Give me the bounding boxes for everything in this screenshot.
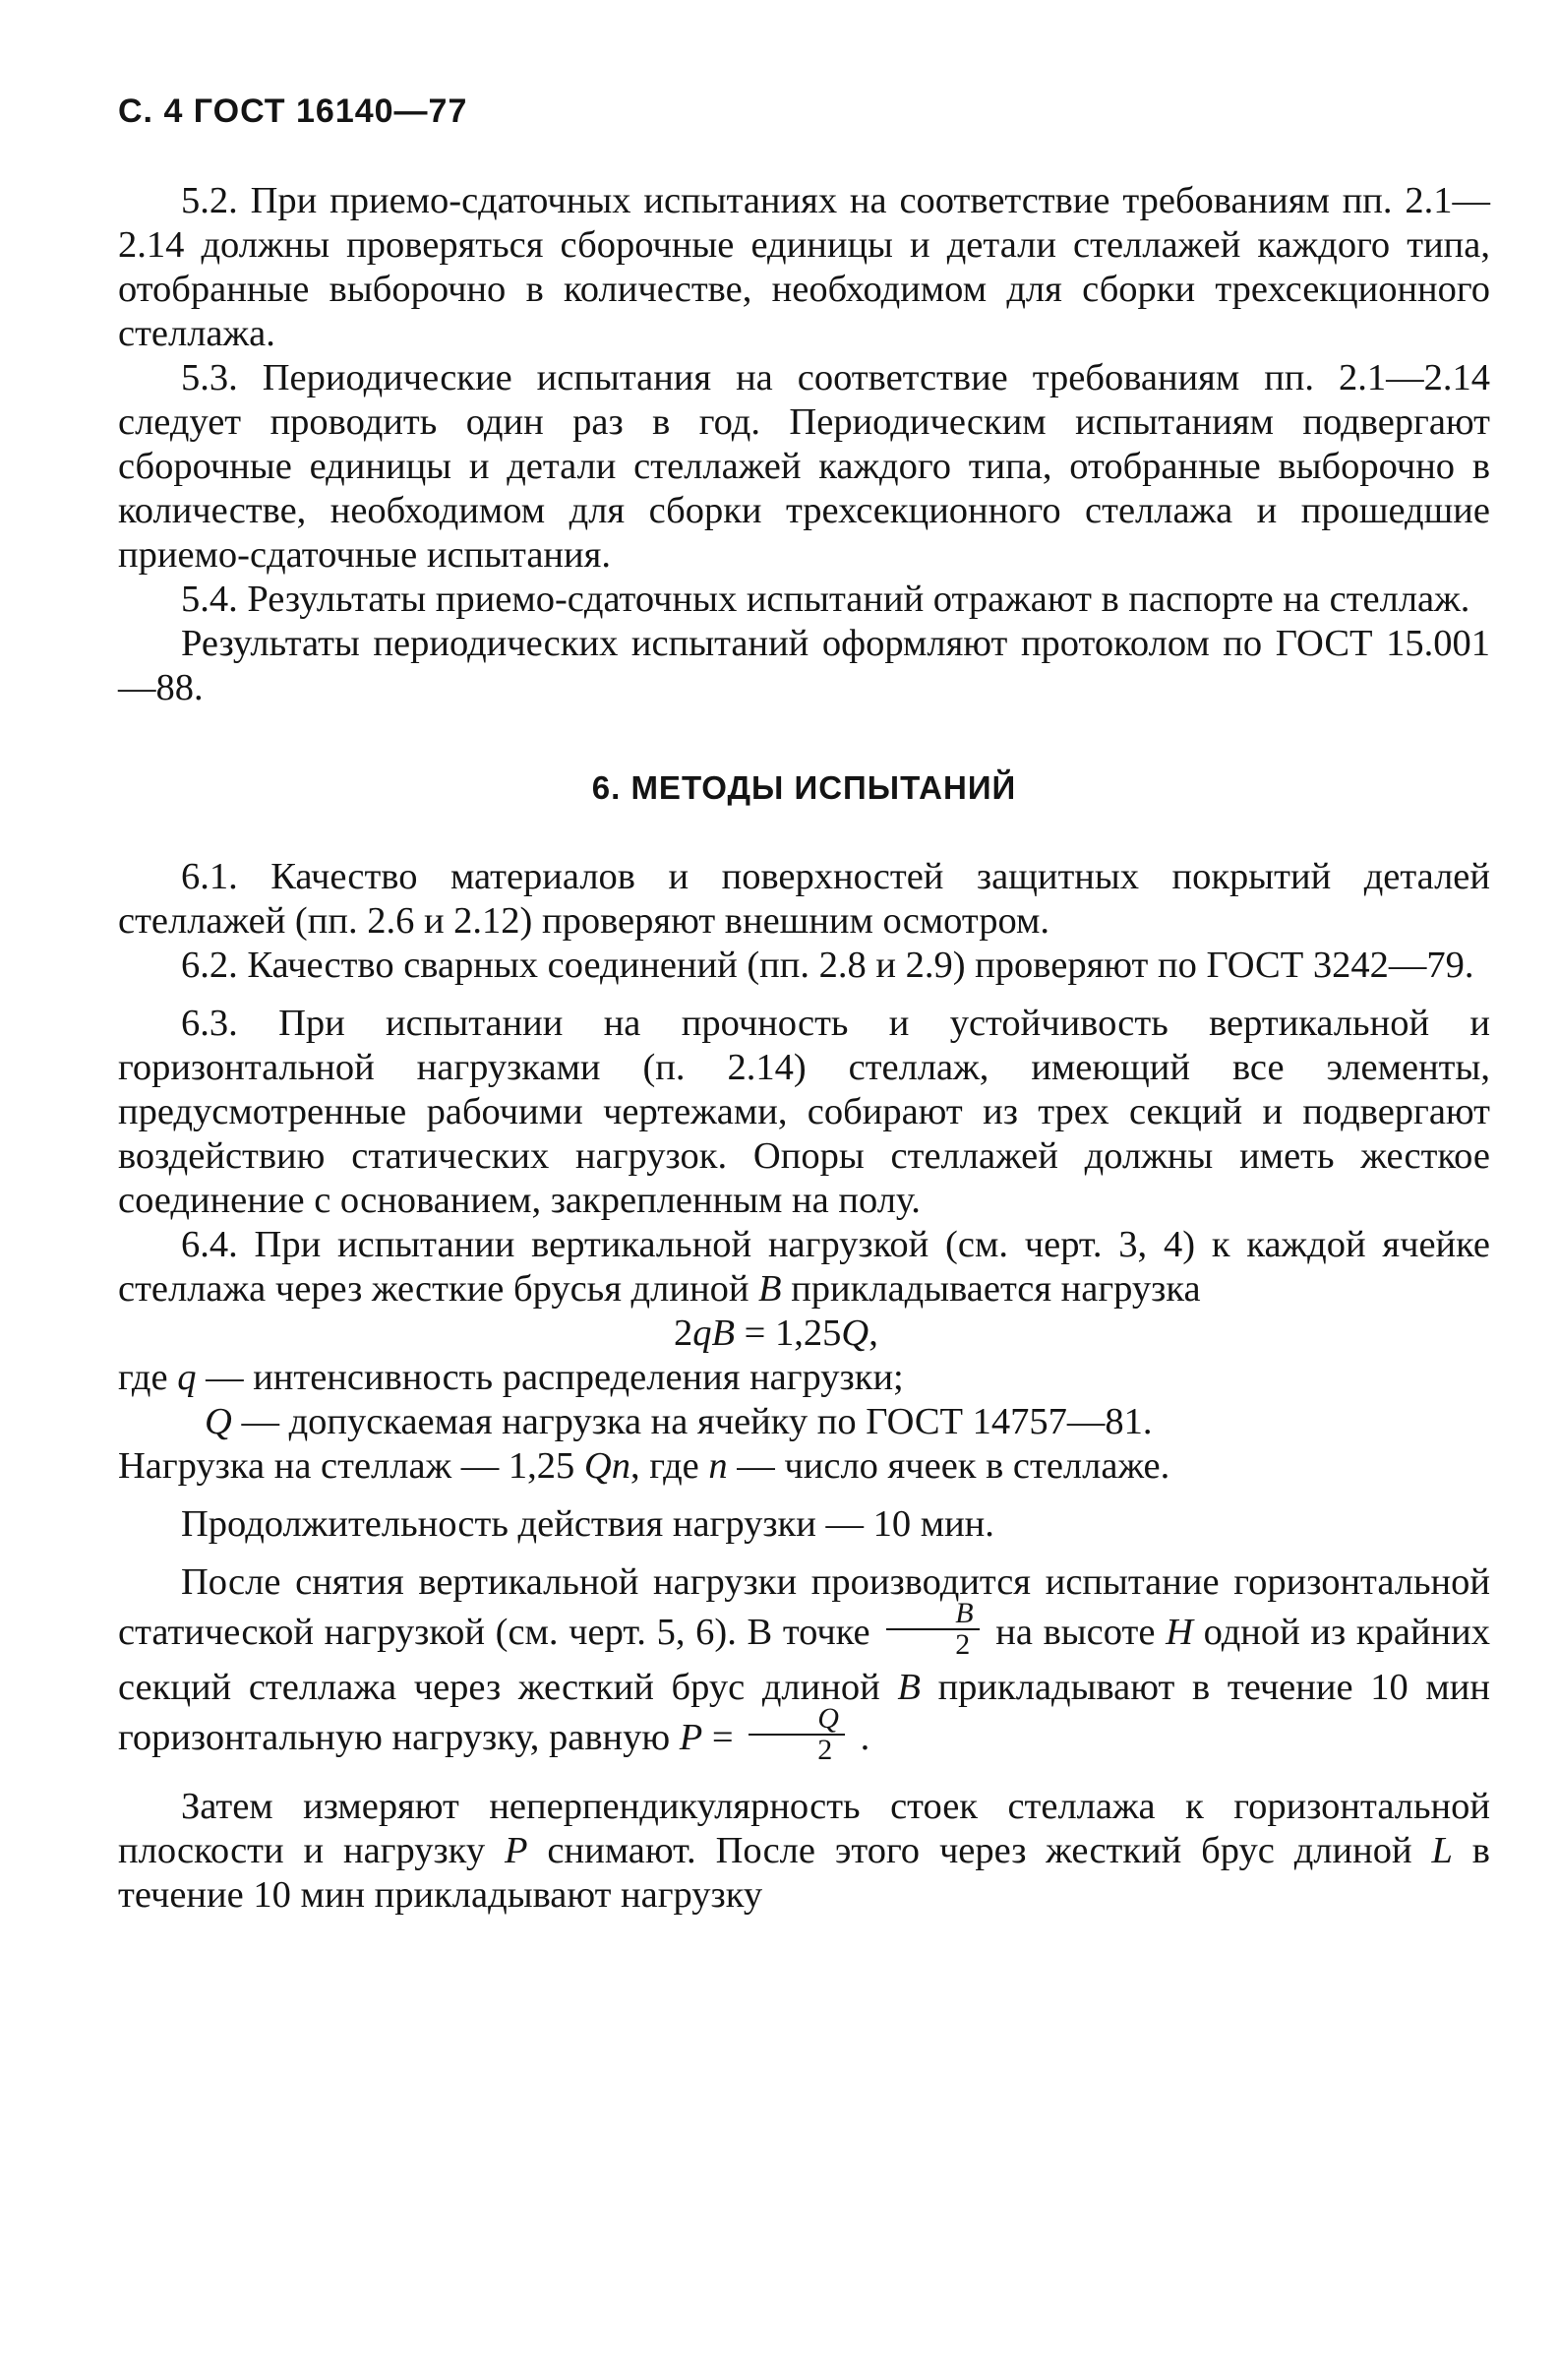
text-run: на высоте [985,1611,1167,1653]
variable-P: P [504,1830,528,1871]
variable-n: n [708,1445,728,1487]
paragraph-6-1: 6.1. Качество материалов и поверхностей защитных покрытий деталей стеллажей (пп. 2.6 и 2.12) проверяют внешним осмотром. [118,856,1490,942]
variable-B: В [758,1268,782,1310]
paragraph-5-4: 5.4. Результаты приемо-сдаточных испытаний отражают в паспорте на стеллаж. [181,579,1470,620]
text-run: , где [629,1445,709,1487]
text-run: прикладывается нагрузка [781,1268,1201,1310]
text-run: . [850,1716,870,1758]
paragraph-6-3: 6.3. При испытании на прочность и устойчивость вертикальной и горизонтальной нагрузками (п. 2.14) стеллаж, имеющий все элементы, предусмотренные рабочими чертежами, собирают из трех секций и подвергают воздействию статических нагрузок. Опоры стеллажей должны иметь жесткое соединение с основанием, закрепленным на полу. [118,1003,1490,1221]
page-header: С. 4 ГОСТ 16140—77 [118,92,468,130]
paragraph-6-4 [118,1223,1490,1312]
load-total-line [118,1444,1490,1489]
section-title: 6. МЕТОДЫ ИСПЫТАНИЙ [591,769,1017,806]
text-run: снимают. После этого через жесткий брус длиной [527,1830,1432,1871]
variable-qB: qB [692,1312,736,1354]
fraction-numerator: B [886,1599,979,1630]
text-run: — число ячеек в стеллаже. [727,1445,1170,1487]
fraction-Q-over-2 [749,1704,845,1765]
text-run: , [869,1312,878,1354]
paragraph-5-2: 5.2. При приемо-сдаточных испытаниях на соответствие требованиям пп. 2.1—2.14 должны проверяться сборочные единицы и детали стеллажей каждого типа, отобранные выборочно в количестве, необходимом для сборки трехсекционного стеллажа. [118,180,1490,354]
text-run: = 1,25 [735,1312,842,1354]
text-run: одной из крайних секций стеллажа через жесткий брус длиной [118,1611,1490,1708]
variable-B: B [897,1667,921,1708]
text-run: 2 [674,1312,693,1354]
text-run: прикладывают в течение 10 мин горизонтальную нагрузку, равную [118,1667,1490,1758]
paragraph-5-4-results: Результаты периодических испытаний оформляют протоколом по ГОСТ 15.001—88. [118,623,1490,708]
horizontal-test-paragraph [118,1560,1490,1771]
variable-L: L [1431,1830,1453,1871]
paragraph-5-3: 5.3. Периодические испытания на соответствие требованиям пп. 2.1—2.14 следует проводить один раз в год. Периодическим испытаниям подвергают сборочные единицы и детали стеллажей каждого типа, отобранные выборочно в количестве, необходимом для сборки трехсекционного стеллажа и прошедшие приемо-сдаточные испытания. [118,357,1490,576]
text-run: Затем измеряют неперпендикулярность стоек стеллажа к горизонтальной плоскости и нагрузку [118,1786,1490,1871]
fraction-numerator: Q [749,1704,845,1736]
where-q-definition [118,1356,1490,1400]
duration-line: Продолжительность действия нагрузки — 10 мин. [181,1503,994,1545]
fraction-denominator: 2 [817,1734,833,1766]
variable-q: q [177,1357,197,1398]
text-run: — интенсивность распределения нагрузки; [196,1357,904,1398]
text-run: = [702,1716,744,1758]
document-body [118,179,1490,1918]
text-run: 6.4. При испытании вертикальной нагрузкой (см. черт. 3, 4) к каждой ячейке стеллажа через жесткие брусья длиной [118,1224,1490,1310]
fraction-denominator: 2 [955,1628,971,1661]
text-run: в течение 10 мин прикладывают нагрузку [118,1830,1490,1916]
variable-Qn: Qn [583,1445,630,1487]
final-paragraph [118,1785,1490,1918]
formula-vertical-load [118,1312,1490,1356]
variable-Q: Q [841,1312,869,1354]
text-run: Нагрузка на стеллаж — 1,25 [118,1445,584,1487]
text-run: где [118,1357,178,1398]
variable-H: H [1166,1611,1193,1653]
fraction-B-over-2 [886,1599,979,1660]
variable-Q: Q [205,1401,232,1442]
where-Q-definition [118,1400,1490,1444]
variable-P: P [679,1716,703,1758]
text-run: После снятия вертикальной нагрузки производится испытание горизонтальной статической нагрузкой (см. черт. 5, 6). В точке [118,1561,1490,1653]
text-run: — допускаемая нагрузка на ячейку по ГОСТ 14757—81. [231,1401,1153,1442]
paragraph-6-2: 6.2. Качество сварных соединений (пп. 2.8 и 2.9) проверяют по ГОСТ 3242—79. [181,945,1474,986]
